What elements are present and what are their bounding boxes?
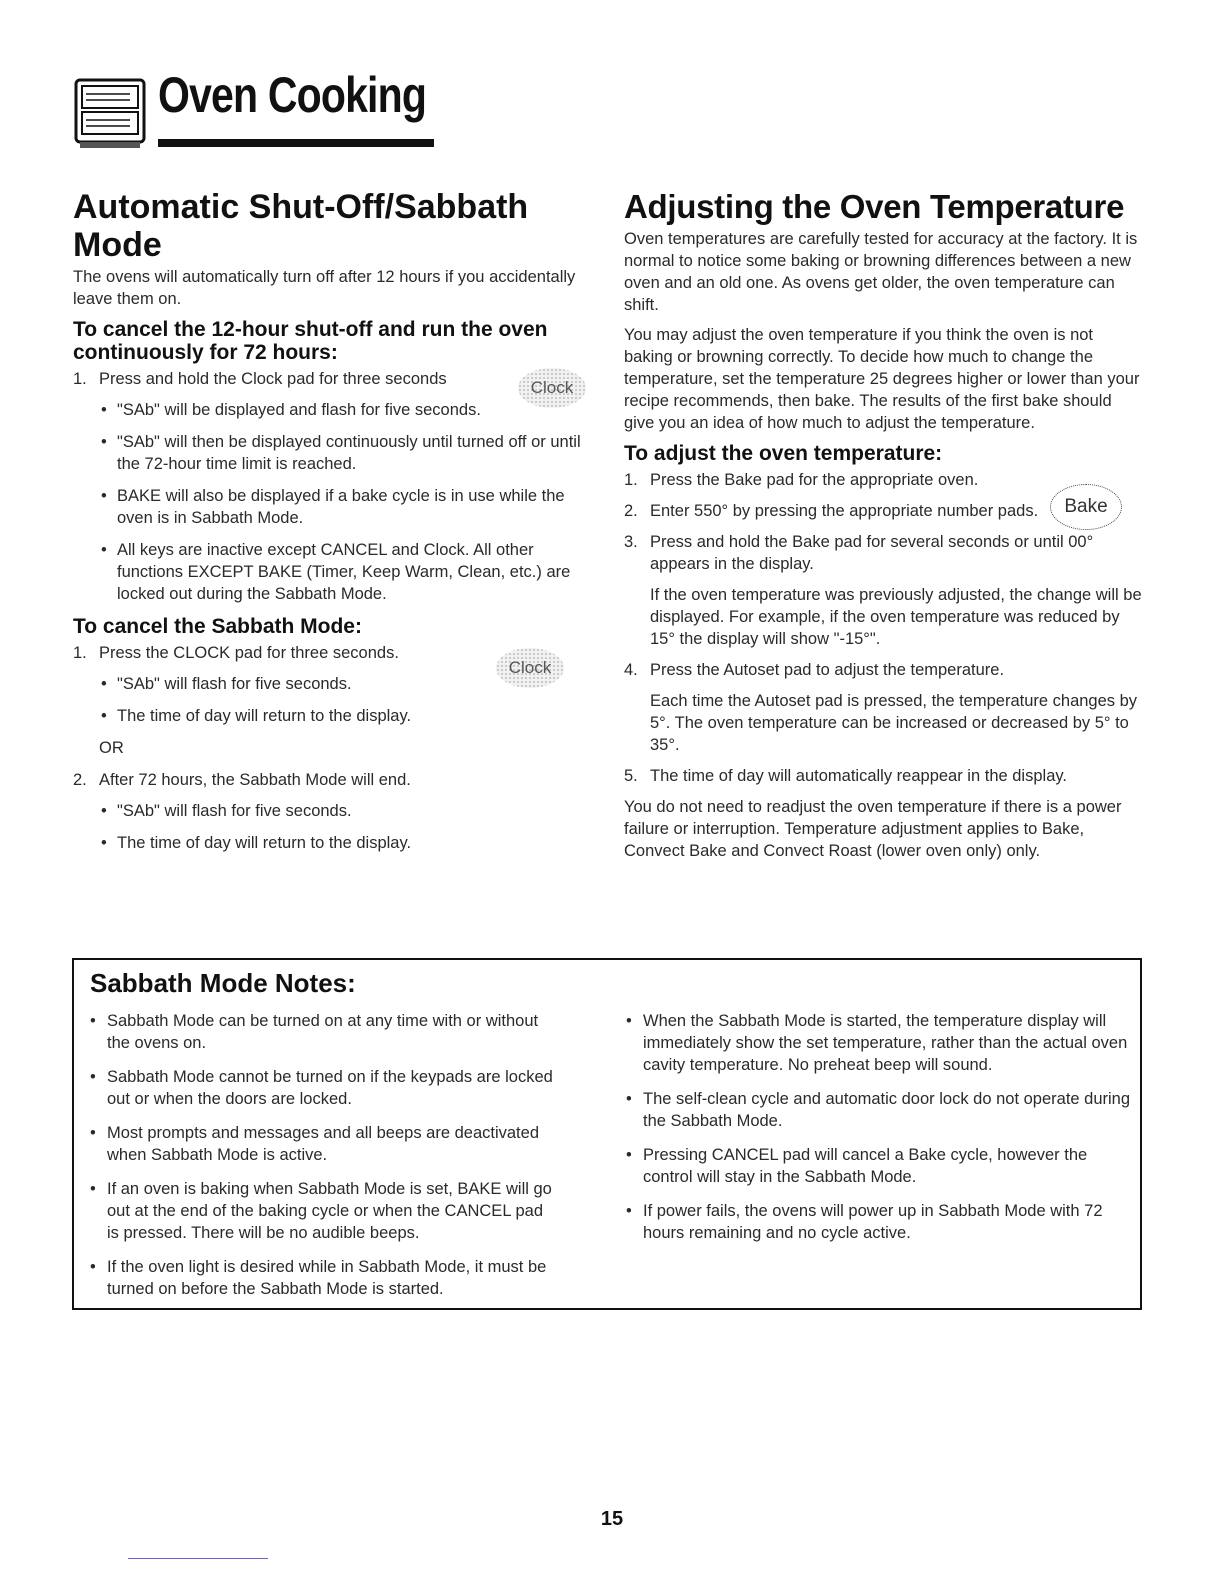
paragraph: You may adjust the oven temperature if you think the oven is not baking or browning correctly. To decide how much to change the temperature, set the temperature 25 degrees higher or lower than your recipe recommends, then bake. The results of the first bake should give you an idea of how much to adjust the temperature. [624,326,1140,432]
step-item [73,769,593,791]
notes-column-left [86,1010,556,1312]
bullet-item: • BAKE will also be displayed if a bake cycle is in use while the oven is in Sabbath Mode. [73,485,593,529]
note-item: • If power fails, the ovens will power up in Sabbath Mode with 72 hours remaining and no cycle active. [622,1200,1132,1244]
clock-pad-label: Clock [508,658,552,677]
step-item [624,659,1144,681]
note-item: • If an oven is baking when Sabbath Mode is set, BAKE will go out at the end of the baking cycle or when the CANCEL pad is pressed. There will be no audible beeps. [86,1178,556,1244]
step-item [624,531,1144,575]
step-number: 1. [73,644,87,662]
section-title: Adjusting the Oven Temperature [624,188,1125,225]
step-text: Press the CLOCK pad for three seconds. [99,644,399,662]
sabbath-notes-box [72,958,1142,1310]
step-item [73,368,593,390]
note-item: • Most prompts and messages and all beeps are deactivated when Sabbath Mode is active. [86,1122,556,1166]
note-item: • Pressing CANCEL pad will cancel a Bake cycle, however the control will stay in the Sabbath Mode. [622,1144,1132,1188]
step-number: 2. [73,771,87,789]
footer-line [128,1558,268,1559]
bullet-item: • The time of day will return to the display. [73,832,593,854]
step-number: 1. [73,370,87,388]
step-note: Each time the Autoset pad is pressed, the temperature changes by 5°. The oven temperature can be increased or decreased by 5° to 35°. [650,692,1138,754]
clock-pad-icon [518,368,586,408]
title-rule [158,139,434,147]
notes-column-right [622,1010,1132,1256]
sabbath-section [73,188,593,864]
subheading: To adjust the oven temperature: [624,442,943,465]
section-title: Automatic Shut-Off/Sabbath Mode [73,188,529,264]
step-number: 3. [624,533,638,551]
bullet-item: • The time of day will return to the display. [73,705,593,727]
bullet-item: • "SAb" will flash for five seconds. [73,800,593,822]
bullet-item: • "SAb" will then be displayed continuously until turned off or until the 72-hour time limit is reached. [73,431,593,475]
notes-title: Sabbath Mode Notes: [90,968,356,998]
clock-pad-icon [496,648,564,688]
paragraph: Oven temperatures are carefully tested for accuracy at the factory. It is normal to notice some baking or browning differences between a new oven and an old one. As ovens get older, the oven temperature can shift. [624,230,1138,314]
bake-pad-label: Bake [1064,496,1108,517]
bullet-item: • "SAb" will be displayed and flash for five seconds. [73,399,593,421]
note-item: • Sabbath Mode cannot be turned on if the keypads are locked out or when the doors are locked. [86,1066,556,1110]
note-item: • Sabbath Mode can be turned on at any time with or without the ovens on. [86,1010,556,1054]
note-item: • If the oven light is desired while in Sabbath Mode, it must be turned on before the Sabbath Mode is started. [86,1256,556,1300]
subheading: To cancel the Sabbath Mode: [73,615,362,638]
step-item [624,765,1144,787]
step-text: Enter 550° by pressing the appropriate number pads. [650,502,1039,520]
step-note: If the oven temperature was previously adjusted, the change will be displayed. For example, if the oven temperature was reduced by 15° the display will show "-15°". [650,586,1142,648]
step-text: After 72 hours, the Sabbath Mode will end. [99,771,411,789]
intro-text: The ovens will automatically turn off after 12 hours if you accidentally leave them on. [73,268,576,308]
step-number: 2. [624,502,638,520]
clock-pad-label: Clock [530,378,574,397]
step-text: Press the Autoset pad to adjust the temperature. [650,661,1005,679]
page-number: 15 [600,1508,624,1530]
step-number: 5. [624,767,638,785]
bullet-item: • All keys are inactive except CANCEL and Clock. All other functions EXCEPT BAKE (Timer, Keep Warm, Clean, etc.) are locked out during the Sabbath Mode. [73,539,593,605]
or-text: OR [99,739,124,757]
step-text: Press and hold the Bake pad for several seconds or until 00° appears in the display. [650,533,1094,573]
note-item: • When the Sabbath Mode is started, the temperature display will immediately show the set temperature, rather than the actual oven cavity temperature. No preheat beep will sound. [622,1010,1132,1076]
temperature-section [624,188,1144,870]
page-title: Oven Cooking [158,67,427,123]
step-text: Press the Bake pad for the appropriate oven. [650,471,979,489]
step-number: 1. [624,471,638,489]
step-text: Press and hold the Clock pad for three seconds [99,370,447,388]
note-item: • The self-clean cycle and automatic door lock do not operate during the Sabbath Mode. [622,1088,1132,1132]
step-number: 4. [624,661,638,679]
bake-pad-icon [1050,484,1122,530]
subheading: To cancel the 12-hour shut-off and run the oven continuously for 72 hours: [73,318,548,364]
oven-icon [74,78,146,150]
bullet-item: • "SAb" will flash for five seconds. [73,673,593,695]
step-text: The time of day will automatically reappear in the display. [650,767,1067,785]
paragraph: You do not need to readjust the oven temperature if there is a power failure or interruption. Temperature adjustment applies to Bake, Convect Bake and Convect Roast (lower oven only) only. [624,798,1122,860]
